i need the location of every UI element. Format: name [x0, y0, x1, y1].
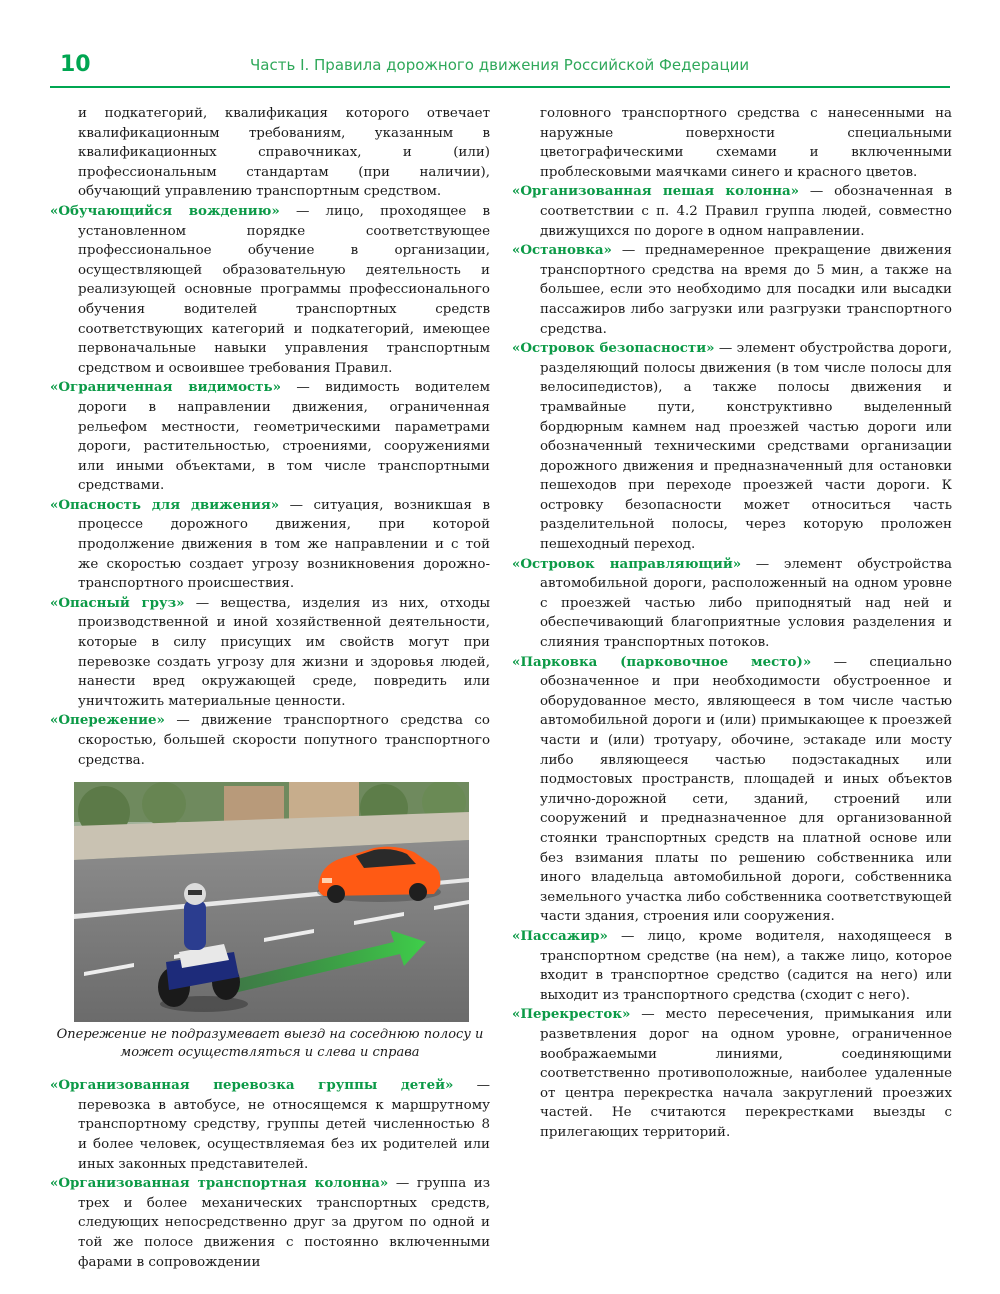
running-title: Часть I. Правила дорожного движения Российской Федерации — [250, 56, 750, 74]
entry-perevozka-detey: «Организованная перевозка группы детей» — перевозка в автобусе, не относящемся к маршрутному транспортному средству, группы детей численностью 8 и более человек, осуществляемая без их родителей или иных законных представителей. — [50, 1077, 490, 1172]
page-number: 10 — [60, 52, 91, 77]
entry-continuation: головного транспортного средства с нанесенными на наружные поверхности специальными цветографическими схемами и включенными проблесковыми маячками синего и красного цветов. — [540, 106, 952, 180]
figure-caption: Опережение не подразумевает выезд на соседнюю полосу и может осуществляться и слева и справа — [56, 1027, 484, 1061]
term: «Ограниченная видимость» — [50, 379, 281, 396]
entry-operezhenie: «Опережение» — движение транспортного средства со скоростью, большей скорости попутного транспортного средства. — [50, 712, 490, 768]
entry-obuchayushchiysya: «Обучающийся вождению» — лицо, проходящее в установленном порядке соответствующее профессиональное обучение в организации, осуществляющей образовательную деятельность и реализующей основные программы профессионального обучения водителей транспортных средств соответствующих категорий и подкатегорий, имеющее первоначальные навыки управления транспортным средством и освоившее требования Правил. — [50, 202, 490, 376]
term: «Обучающийся вождению» — [50, 202, 280, 219]
entry-passazhir: «Пассажир» — лицо, кроме водителя, находящееся в транспортном средстве (на нем), а также лицо, которое входит в транспортное средство (садится на него) или выходит из транспортного средства (сходит с него). — [512, 927, 952, 1003]
term: «Опасный груз» — [50, 594, 185, 611]
entry-ostanovka: «Остановка» — преднамеренное прекращение движения транспортного средства на время до 5 мин, а также на большее, если это необходимо для посадки или высадки пассажиров либо загрузки или разгрузки транспортного средства. — [512, 242, 952, 337]
entry-ostrovok-napravlyayushchiy: «Островок направляющий» — элемент обустройства автомобильной дороги, расположенный на одном уровне с проезжей частью либо приподнятый над ней и обеспечивающий благоприятные условия разделения и слияния транспортных потоков. — [512, 555, 952, 651]
term: «Организованная пешая колонна» — [512, 183, 800, 200]
term: «Островок направляющий» — [512, 555, 742, 572]
term: «Островок безопасности» — [512, 340, 715, 357]
entry-ostrovok-bezopasnosti: «Островок безопасности» — элемент обустройства дороги, разделяющий полосы движения (в том числе полосы для велосипедистов), а также полосы движения и трамвайные пути, конструктивно выделенный бордюрным камнем над проезжей частью дороги или обозначенный техническими средствами организации дорожного движения и предназначенный для остановки пешеходов при переходе проезжей части дороги. К островку безопасности может относиться часть разделительной полосы, через которую проложен пешеходный переход. — [512, 340, 952, 553]
term: «Парковка (парковочное место)» — [512, 653, 812, 670]
term: «Опасность для движения» — [50, 496, 280, 513]
entry-continuation: и подкатегорий, квалификация которого отвечает квалификационным требованиям, указанным в квалификационных справочниках, и (или) профессиональным стандартам (при наличии), обучающий управлению транспортным средством. — [78, 106, 490, 200]
header-rule — [50, 86, 950, 88]
entry-peshaya-kolonna: «Организованная пешая колонна» — обозначенная в соответствии с п. 4.2 Правил группа людей, совместно движущихся по дороге в одном направлении. — [512, 183, 952, 239]
term: «Организованная транспортная колонна» — [50, 1175, 389, 1192]
entry-transportnaya-kolonna: «Организованная транспортная колонна» — группа из трех и более механических транспортных средств, следующих непосредственно друг за другом по одной и той же полосе движения с постоянно включенными фарами в сопровождении — [50, 1175, 490, 1270]
term: «Опережение» — [50, 712, 165, 729]
overtaking-illustration — [74, 782, 469, 1022]
term: «Организованная перевозка группы детей» — [50, 1077, 454, 1094]
left-column — [50, 104, 490, 1272]
term: «Перекресток» — [512, 1006, 631, 1023]
entry-opasnost: «Опасность для движения» — ситуация, возникшая в процессе дорожного движения, при которой продолжение движения в том же направлении и с той же скоростью создает угрозу возникновения дорожно-транспортного происшествия. — [50, 496, 490, 592]
road-scene-image — [74, 782, 469, 1022]
entry-parkovka: «Парковка (парковочное место)» — специально обозначенное и при необходимости обустроенное и оборудованное место, являющееся в том числе частью автомобильной дороги и (или) примыкающее к проезжей части и (или) тротуару, обочине, эстакаде или мосту либо являющееся частью подэстакадных или подмостовых пространств, площадей и иных объектов улично-дорожной сети, зданий, строений или сооружений и предназначенное для организованной стоянки транспортных средств на платной основе или без взимания платы по решению собственника или иного владельца автомобильной дороги, собственника земельного участка либо собственника соответствующей части здания, строения или сооружения. — [512, 653, 952, 925]
right-column — [512, 104, 952, 1142]
entry-perekrestok: «Перекресток» — место пересечения, примыкания или разветвления дорог на одном уровне, ограниченное воображаемыми линиями, соединяющими соответственно противоположные, наиболее удаленные от центра перекрестка начала закруглений проезжих частей. Не считаются перекрестками выезды с прилегающих территорий. — [512, 1006, 952, 1140]
entry-ogranichennaya-vidimost: «Ограниченная видимость» — видимость водителем дороги в направлении движения, ограниченная рельефом местности, геометрическими параметрами дороги, растительностью, строениями, сооружениями или иными объектами, в том числе транспортными средствами. — [50, 379, 491, 494]
term: «Остановка» — [512, 242, 612, 259]
term: «Пассажир» — [512, 927, 608, 944]
entry-opasnyy-gruz: «Опасный груз» — вещества, изделия из них, отходы производственной и иной хозяйственной деятельности, которые в силу присущих им свойств могут при перевозке создать угрозу для жизни и здоровья людей, нанести вред окружающей среде, повредить или уничтожить материальные ценности. — [50, 594, 490, 709]
page-header — [50, 48, 950, 88]
